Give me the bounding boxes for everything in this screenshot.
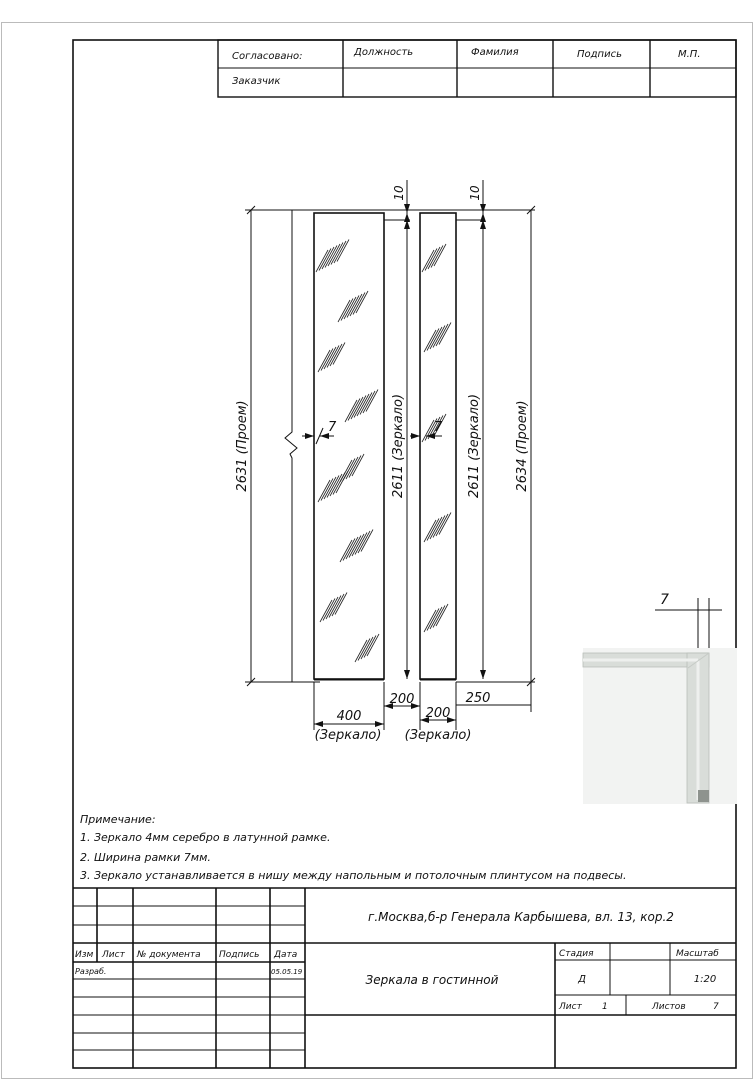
approval-customer: Заказчик <box>232 76 281 87</box>
frame-corner-detail <box>583 648 737 804</box>
title-address: г.Москва,б-р Генерала Карбышева, вл. 13, кор.2 <box>368 910 674 924</box>
approval-signature: Подпись <box>577 49 622 60</box>
dim-gap-between: 200 <box>389 692 415 707</box>
opening-lines <box>245 210 535 682</box>
dim-mirror1-label: (Зеркало) <box>314 728 382 743</box>
note-3: 3. Зеркало устанавливается в нишу между напольным и потолочным плинтусом на подвесы. <box>80 869 627 882</box>
dim-top-right: 10 <box>468 185 482 201</box>
note-2: 2. Ширина рамки 7мм. <box>80 851 211 864</box>
dim-left-mirror: 2611 (Зеркало) <box>391 393 406 499</box>
dim-frame-left: 7 <box>328 420 337 435</box>
notes-title: Примечание: <box>80 813 156 826</box>
approval-agreed: Согласовано: <box>232 51 303 62</box>
mirror-panel-left <box>314 213 384 680</box>
dim-right-opening: 2634 (Проем) <box>515 400 530 492</box>
dim-detail-frame: 7 <box>660 592 669 608</box>
row-developer: Разраб. <box>75 967 107 976</box>
col-date: Дата <box>274 950 298 960</box>
dim-mirror1-width: 400 <box>336 709 362 724</box>
dim-mirror2-width: 200 <box>425 706 451 721</box>
approval-surname: Фамилия <box>471 47 519 58</box>
scale-value: 1:20 <box>693 974 717 985</box>
title-drawing-name: Зеркала в гостинной <box>365 973 499 987</box>
scale-label: Масштаб <box>676 949 719 959</box>
approval-position: Должность <box>354 47 414 58</box>
col-list: Лист <box>102 950 125 960</box>
row-date-value: 05.05.19 <box>271 968 303 976</box>
dim-mirror2-label: (Зеркало) <box>404 728 472 743</box>
note-1: 1. Зеркало 4мм серебро в латунной рамке. <box>80 831 331 844</box>
stage-label: Стадия <box>559 949 594 959</box>
sheets-label: Листов <box>652 1002 686 1012</box>
dim-gap-right: 250 <box>465 691 491 706</box>
dim-left-opening: 2631 (Проем) <box>235 400 250 492</box>
col-izm: Изм <box>75 950 94 960</box>
stage-value: Д <box>578 974 586 985</box>
dim-top-left: 10 <box>392 185 406 201</box>
col-sign: Подпись <box>219 950 260 960</box>
sheet-label: Лист <box>559 1002 582 1012</box>
approval-seal: М.П. <box>678 49 701 60</box>
sheets-value: 7 <box>713 1002 719 1012</box>
dim-right-mirror: 2611 (Зеркало) <box>467 393 482 499</box>
sheet-value: 1 <box>602 1002 608 1012</box>
dim-frame-right: 7 <box>434 420 443 435</box>
col-doc: № документа <box>137 950 201 960</box>
